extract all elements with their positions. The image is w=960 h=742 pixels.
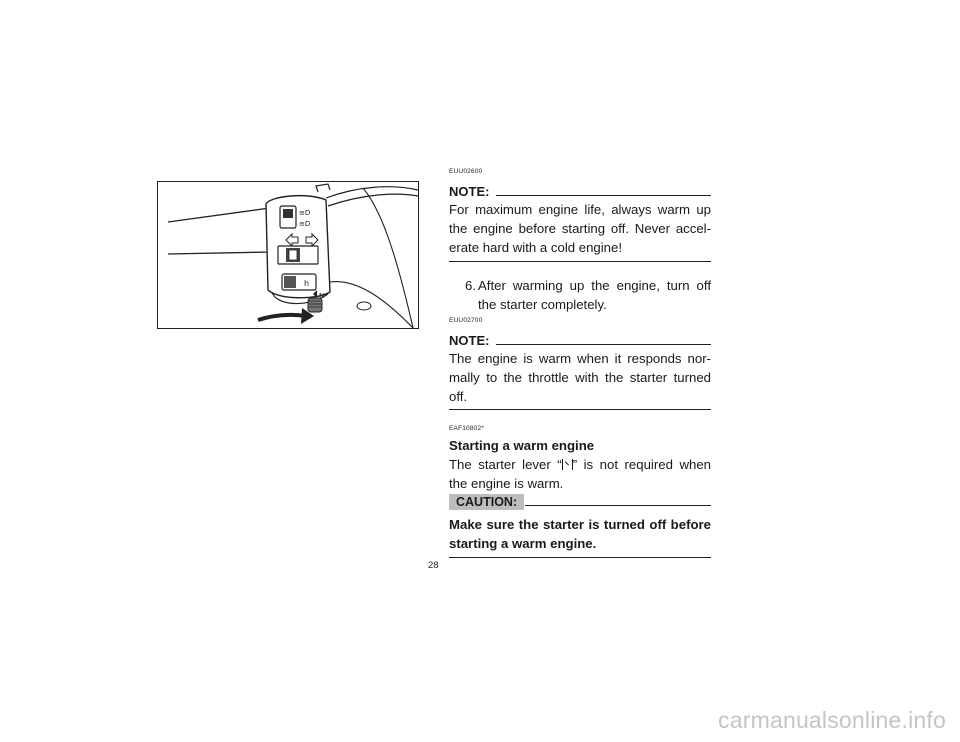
warm-engine-section <box>449 436 711 493</box>
note1-text: For maximum engine life, always warm up the engine before starting off. Never accel-erate hard with a cold engine! <box>449 202 711 256</box>
watermark: carmanualsonline.info <box>718 707 946 733</box>
step-6-number: 6. <box>465 278 476 293</box>
section-text-after: ” is not required when the engine is warm. <box>449 457 711 492</box>
note2-text: The engine is warm when it responds nor-mally to the throttle with the starter turned off. <box>449 351 711 405</box>
section-heading: Starting a warm engine <box>449 438 595 453</box>
starter-lever-icon <box>562 459 573 470</box>
note2-bottom-rule <box>449 409 711 410</box>
caution-header <box>449 494 711 510</box>
starter-mark-icon: N <box>319 292 325 300</box>
note1-bottom-rule <box>449 261 711 262</box>
step-6-text: After warming up the engine, turn off the starter completely. <box>478 278 711 313</box>
caution-rule <box>525 505 711 506</box>
note1-rule <box>496 195 711 196</box>
light-icon: ≡D <box>299 209 311 217</box>
note1-code: EUU02600 <box>449 168 483 175</box>
note2-code: EUU02700 <box>449 317 483 324</box>
handlebar-drawing <box>158 182 419 329</box>
page-number: 28 <box>428 560 439 571</box>
note1-header <box>449 184 711 200</box>
note2-label: NOTE: <box>449 333 490 348</box>
caution-text: Make sure the starter is turned off before starting a warm engine. <box>449 517 711 552</box>
note2-rule <box>496 344 711 345</box>
pass-icon: ≡D <box>299 220 311 228</box>
note2-header <box>449 333 711 349</box>
section-text <box>449 455 711 493</box>
handlebar-switch-illustration <box>157 181 419 329</box>
horn-icon: h <box>304 279 310 288</box>
caution-bottom-rule <box>449 557 711 558</box>
section-text-before: The starter lever “ <box>449 457 562 472</box>
step-6 <box>449 276 711 314</box>
caution-label: CAUTION: <box>449 494 524 510</box>
section-code: EAF10802* <box>449 425 485 432</box>
note1-label: NOTE: <box>449 184 490 199</box>
